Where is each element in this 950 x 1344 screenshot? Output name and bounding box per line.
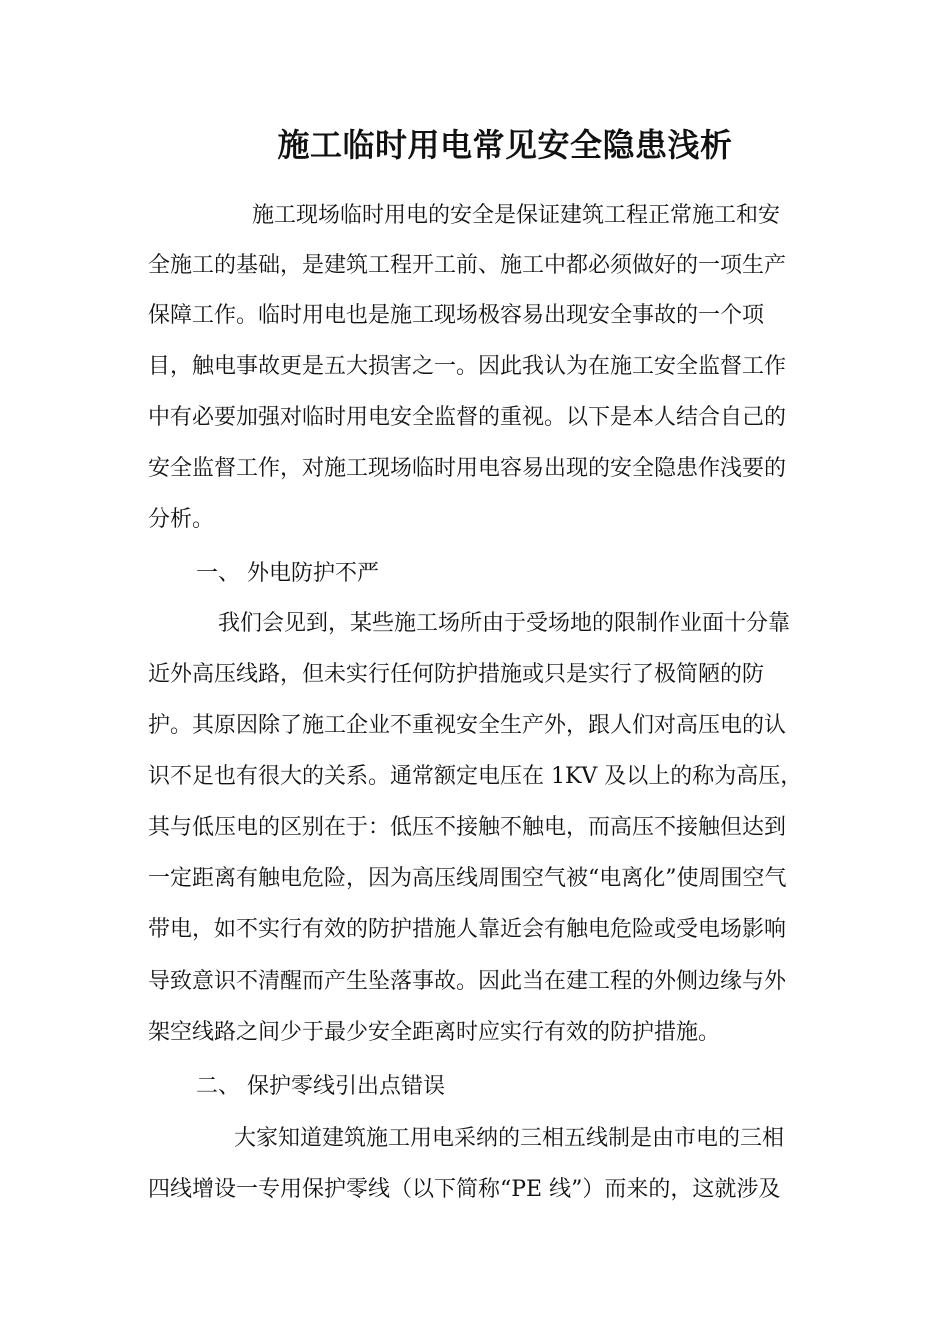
paragraph-line: 一定距离有触电危险，因为高压线周围空气被“电离化”使周围空气	[148, 866, 787, 891]
paragraph-line: 架空线路之间少于最少安全距离时应实行有效的防护措施。	[148, 1020, 721, 1045]
paragraph-line: 近外高压线路，但未实行任何防护措施或只是实行了极简陋的防	[148, 662, 765, 687]
paragraph-line: 安全监督工作，对施工现场临时用电容易出现的安全隐患作浅要的	[148, 456, 787, 481]
paragraph-line: 施工现场临时用电的安全是保证建筑工程正常施工和安	[252, 203, 781, 228]
paragraph-line: 护。其原因除了施工企业不重视安全生产外，跟人们对高压电的认	[148, 713, 787, 738]
paragraph-line: 大家知道建筑施工用电采纳的三相五线制是由市电的三相	[234, 1126, 785, 1151]
paragraph-line: 目，触电事故更是五大损害之一。因此我认为在施工安全监督工作	[148, 354, 787, 379]
document-title: 施工临时用电常见安全隐患浅析	[277, 126, 733, 164]
paragraph-line: 保障工作。临时用电也是施工现场极容易出现安全事故的一个项	[148, 303, 765, 328]
paragraph-line: 我们会见到，某些施工场所由于受场地的限制作业面十分靠	[218, 611, 791, 636]
paragraph-line: 四线增设一专用保护零线（以下简称“PE 线”）而来的，这就涉及	[148, 1177, 781, 1202]
section-heading-1: 一、 外电防护不严	[196, 561, 379, 586]
paragraph-line: 导致意识不清醒而产生坠落事故。因此当在建工程的外侧边缘与外	[148, 969, 787, 994]
paragraph-line: 全施工的基础，是建筑工程开工前、施工中都必须做好的一项生产	[148, 253, 787, 278]
paragraph-line: 其与低压电的区别在于：低压不接触不触电，而高压不接触但达到	[148, 815, 787, 840]
section-heading-2: 二、 保护零线引出点错误	[196, 1074, 445, 1099]
paragraph-line: 识不足也有很大的关系。通常额定电压在 1KV 及以上的称为高压，	[148, 764, 803, 789]
paragraph-line: 中有必要加强对临时用电安全监督的重视。以下是本人结合自己的	[148, 405, 787, 430]
paragraph-line: 分析。	[148, 507, 215, 532]
paragraph-line: 带电，如不实行有效的防护措施人靠近会有触电危险或受电场影响	[148, 917, 787, 942]
